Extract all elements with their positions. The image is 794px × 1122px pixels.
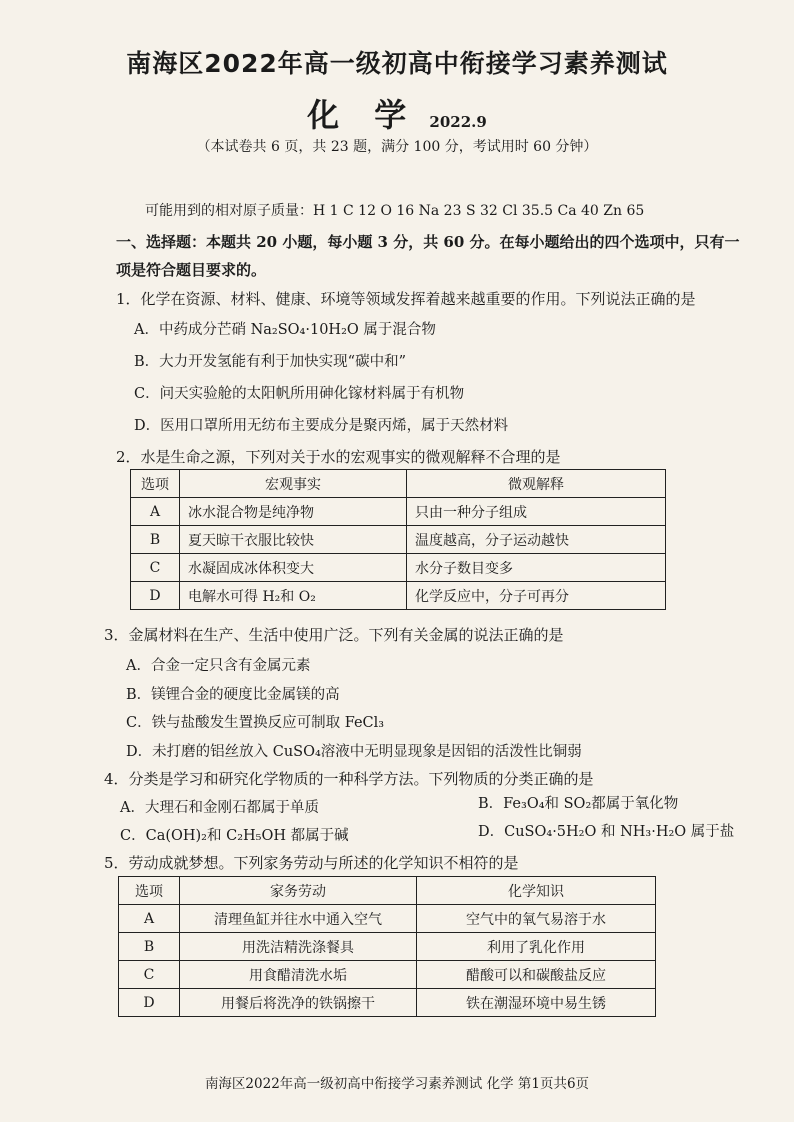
table-row [119,933,656,961]
q4-option-b: B．Fe₃O₄和 SO₂都属于氧化物 [478,796,679,812]
exam-date: 2022.9 [429,112,487,131]
table-cell: 铁在潮湿环境中易生锈 [417,989,656,1017]
table-header: 选项 [119,877,180,905]
table-cell: A [119,905,180,933]
q1-option-a: A．中药成分芒硝 Na₂SO₄·10H₂O 属于混合物 [134,322,436,338]
q3-option-d: D．未打磨的铝丝放入 CuSO₄溶液中无明显现象是因铝的活泼性比铜弱 [126,744,582,760]
table-cell: 水分子数目变多 [407,554,666,582]
q3-option-c: C．铁与盐酸发生置换反应可制取 FeCl₃ [126,715,385,731]
table-cell: 温度越高，分子运动越快 [407,526,666,554]
table-row [131,554,666,582]
subject-row [0,90,794,136]
table-cell: A [131,498,180,526]
table-header: 家务劳动 [180,877,417,905]
table-header: 选项 [131,470,180,498]
q3-option-b: B．镁锂合金的硬度比金属镁的高 [126,687,340,703]
q1-option-b: B．大力开发氢能有利于加快实现“碳中和” [134,354,406,370]
table-cell: 水凝固成冰体积变大 [180,554,407,582]
q2-table [130,469,666,610]
q4-option-d: D．CuSO₄·5H₂O 和 NH₃·H₂O 属于盐 [478,824,735,840]
table-cell: 只由一种分子组成 [407,498,666,526]
table-row [131,526,666,554]
exam-title: 南海区2022年高一级初高中衔接学习素养测试 [126,49,668,78]
table-cell: D [131,582,180,610]
table-cell: 用餐后将洗净的铁锅擦干 [180,989,417,1017]
table-cell: C [119,961,180,989]
q5-stem: 5．劳动成就梦想。下列家务劳动与所述的化学知识不相符的是 [104,854,519,872]
table-cell: 用食醋清洗水垢 [180,961,417,989]
table-cell: 利用了乳化作用 [417,933,656,961]
table-row [119,905,656,933]
table-header: 微观解释 [407,470,666,498]
subject-title: 化 学 [307,96,419,134]
q4-option-c: C．Ca(OH)₂和 C₂H₅OH 都属于碱 [120,828,349,844]
table-header: 宏观事实 [180,470,407,498]
atomic-masses: 可能用到的相对原子质量：H 1 C 12 O 16 Na 23 S 32 Cl 35.5 Ca 40 Zn 65 [145,203,645,219]
table-cell: 夏天晾干衣服比较快 [180,526,407,554]
exam-note: （本试卷共 6 页，共 23 题，满分 100 分，考试用时 60 分钟） [196,139,598,155]
table-header-row [131,470,666,498]
section-heading: 一、选择题：本题共 20 小题，每小题 3 分，共 60 分。在每小题给出的四个选项中，只有一项是符合题目要求的。 [116,233,740,279]
table-cell: 醋酸可以和碳酸盐反应 [417,961,656,989]
table-row [119,961,656,989]
table-row [131,498,666,526]
q3-option-a: A．合金一定只含有金属元素 [126,658,311,674]
table-cell: 冰水混合物是纯净物 [180,498,407,526]
q4-option-a: A．大理石和金刚石都属于单质 [120,800,319,816]
table-header-row [119,877,656,905]
q5-table [118,876,656,1017]
table-cell: C [131,554,180,582]
table-cell: 清理鱼缸并往水中通入空气 [180,905,417,933]
q1-option-c: C．问天实验舱的太阳帆所用砷化镓材料属于有机物 [134,386,465,402]
table-cell: 空气中的氧气易溶于水 [417,905,656,933]
table-cell: 化学反应中，分子可再分 [407,582,666,610]
table-cell: B [131,526,180,554]
table-cell: 电解水可得 H₂和 O₂ [180,582,407,610]
q4-stem: 4．分类是学习和研究化学物质的一种科学方法。下列物质的分类正确的是 [104,770,594,788]
q1-option-d: D．医用口罩所用无纺布主要成分是聚丙烯，属于天然材料 [134,418,509,434]
table-header: 化学知识 [417,877,656,905]
q2-stem: 2．水是生命之源，下列对关于水的宏观事实的微观解释不合理的是 [116,448,561,466]
table-row [119,989,656,1017]
table-row [131,582,666,610]
page-footer: 南海区2022年高一级初高中衔接学习素养测试 化学 第1页共6页 [204,1076,590,1092]
q1-stem: 1．化学在资源、材料、健康、环境等领域发挥着越来越重要的作用。下列说法正确的是 [116,290,696,308]
table-cell: D [119,989,180,1017]
table-cell: B [119,933,180,961]
table-cell: 用洗洁精洗涤餐具 [180,933,417,961]
q3-stem: 3．金属材料在生产、生活中使用广泛。下列有关金属的说法正确的是 [104,626,564,644]
